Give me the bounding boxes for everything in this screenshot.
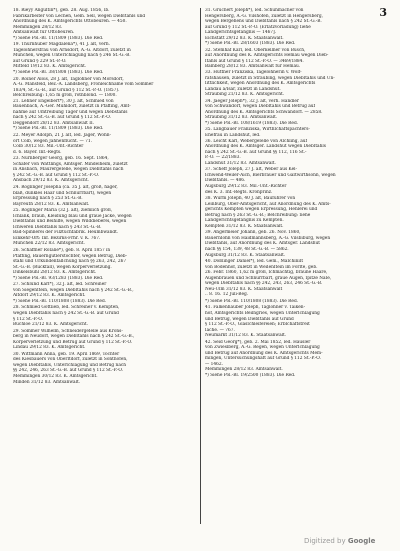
notice-line: berg in Neudorf, wegen Diebſtahls nach § 242 St.-G.-B., [13,334,135,340]
notice-line: Tagelöhnersfrau von Arnsdorf, A.-G. Altdorf, zuletzt in [13,47,131,53]
notice-line: Lindau 29/12 83. K. Amtsgericht. [13,345,86,351]
notice-entry [13,248,196,281]
notice-line: Schäfer von Wattlings, Amtsger. Mindelheim, zuletzt [13,161,128,167]
notice-line: Anordnung des K. Amtsgerichts Ottobeuren. — 450. [13,19,127,25]
notice-line: *) Siehe Pol.-Bl. 11/1809 (1883). Die Red. [13,35,104,41]
notice-line: Erpressung nach § 253 St.-G.-B. [13,196,83,202]
notice-line: ſache. — 767. [205,327,235,333]
notice-line: und Betrug auf Anordnung des K. Amtsgerichts Mem- [205,350,323,356]
notice-line: Fabrikarbeiter von Lechen, Gem. Sell, wegen Diebſtahls und [13,13,146,19]
notice-line: Straubing 31/12 83. Amtsanwalt. [205,115,278,121]
notice-line: *) Siehe Pol.-Bl. 93/1283 (1883). Die Red. [13,275,104,281]
notice-line: des Kiesbauers von Oberſtdorf, zuletzt in Sonthofen, [13,357,128,363]
left-column [13,8,196,386]
notice-line: Buchloe 21/12 83. K. Amtsgericht. [13,322,88,328]
notice-line: 26. Schaffner Roſalie*), geb. 8. April 1857 in [13,247,111,253]
notice-line: 24. Röglinger Josepha (ca. 35 J. alt, groß, hager, [13,184,118,190]
notice-line: *) Siehe Pol.-Bl. 108/1619 (1883). Die Red. [205,120,299,126]
notice-line: 27. Schlund Karl*), 32 J. alt, led. Schreiner [13,282,107,288]
notice-line: Amtsanwalt für Ottobeuren. [13,30,75,36]
notice-line: 23. Nürnberger Georg, geb. 16. Sept. 1864, [13,156,109,162]
notice-entry [205,8,388,47]
notice-line: 35. Langbauer Franziska, Wirthſchaftspächters- [205,127,310,133]
notice-line: von Siegenſtein, wegen Diebſtahls nach § 242 St.-G.-B., [13,287,134,293]
notice-line: Körperverletzung und Betrug auf Grund § 112 St.-P.-O. [13,339,133,345]
notice-entry [205,299,388,305]
notice-line: Kempten 31/12 83. K. Staatsanwalt. [205,223,284,229]
notice-line: 183/4, St.-G.-B., auf Grund § 112 St.-P.-O. (1857). [13,87,120,93]
notice-line: Memmingen 28/12 83. [13,24,63,30]
notice-line: Ansbach 29/12 83. K. Amtsgericht. [13,178,89,184]
notice-line: *) Siehe Pol.-Bl. 110/1808 (1883). Die Red. [13,298,107,304]
notice-entry [13,305,196,327]
notice-entry [205,259,388,298]
notice-line: Straubing 21/12 83. K. Amtsgericht. [205,92,285,98]
notice-line: § 112 St.-P.-O. [13,316,44,322]
notice-line: 39. Angermeier Johann, geb. 26. Nov. 1860, [205,230,301,236]
notice-line: St.-G.-B. (Rückfall), wegen Körperverletzung. [13,264,112,270]
notice-line: ſchwend-Weiler-Aich, Bierbrauer und Gaſtwirthsohn, wegen [205,172,336,178]
notice-line: Landshut 31/12 83. Amtsanwalt. [205,160,276,166]
notice-line: ſchweren Diebſtahls nach § 243 St.-G.-B. [13,224,102,230]
notice-line: *) Siehe Pol.-Bl. 11/1809 (1883). Die Red. [13,126,104,132]
notice-line: Neu-Ulm 31/12 83. K. Staatsanwalt [205,286,283,292]
notice-line: 33. Hüttner Franziska, Tagelöhnerin v. Wolf- [205,70,302,76]
notice-line: Eichstätt 29/12 83. K. Staatsanwalt. [205,35,284,41]
notice-line: von Bodenhof, zuletzt in Weiſenſtein im Forſte, geb. [205,264,318,270]
notice-line: hof, Amtsgerichts Beilngries, wegen Unterſchlagung [205,310,320,316]
notice-line: Bayreuth 28/12 83. K. Amtsanwalt. [13,201,90,207]
notice-line: § 112 St.-P.-O., Glasſchleifereien; Erbſchaftstreit [205,322,310,328]
notice-line: ſtahls auf Grund § 112 St.-P.-O. — 3469/1884. [205,58,304,64]
notice-line: 34. Jaeger Joſeph*), 32 J. alt, verh. Händler [205,98,299,104]
notice-line: Augsburg 31/12 83. K. Staatsanwalt. [205,252,286,258]
notice-line: Bauenbach, A.-Ger. Mühldorf, zuletzt in Pfaffing, Amt- [13,104,131,110]
notice-line: ſittlichkeit, wegen Anordnung des K. Amtsgerichts [205,81,316,87]
notice-line: Colb 30/12 83. Mil.-Unt.-Richter [13,144,84,150]
notice-line: nach § 242 St.-G.-B. auf Grund §§ 112, 116 St.- [205,149,307,155]
notice-line: 25. Röglinger Maria (32 J. alt), ziemlich groß, [13,208,113,214]
notice-line: 29. Sommer Wilhelm, Schneidergeſelle aus Krons- [13,328,123,334]
notice-line: 19. Thurnhuber Magdalena*), 41 J. alt, verh. [13,42,111,48]
notice-line: 22. Meyer Adolph, 21 J. alt, led. Jäger, Wohn- [13,133,111,139]
notice-line: nahme auf Umtreibung Täger und wegen Diebstahls [13,109,128,115]
notice-line: — 1462. [205,361,223,367]
notice-line: 41. Falkenhauber Joſeph, Taglöhner v. Taiken- [205,305,306,311]
notice-line: Landgerichtsgefängnis — 1467]. [205,30,277,36]
notice-line: Leinburg, Ober-Amtsgericht, auf Anordnung des K. Amts- [205,201,331,207]
notice-line: wegen Diebſtahls nach § 242 St.-G.-B. auf Grund [13,310,119,316]
notice-line: Anordnung des K. Amtsgerichts Schwandorf. — 2858. [205,109,323,115]
notice-line: Bad-Spinnerei der Filztuchfabrik. Heumbwandt. [13,230,119,236]
notice-line: mingen, Untersuchungshaft auf Grund § 112 St.-P.-O. [205,356,321,362]
notice-line: Altdorf 29/12 83. K. Amtsgericht. [13,293,86,299]
notice-line: 40. Doßlinger Daniel*), led. Gem., Maſchiniſt [205,259,304,265]
notice-line: Einkehr-Ort: Inf. Bezirks-Frhr. v. K. 767. [13,235,101,241]
page-number: 3 [379,6,387,19]
notice-line: 18. Rieyy Anguſtin*), geb. 28. Aug. 1856, lb. [13,8,110,13]
notice-entry [13,77,196,132]
notice-line: und Betrug, wegen Diebſtahls auf Grund [205,316,294,322]
notice-line: ort Colb, wegen Jahnenflucht. — 71. [13,138,93,144]
notice-line: 36. Leicht Karl, Webergeſelle von Aſchling, auf [205,138,308,144]
notice-line: *) Siehe Pol.-Bl. 110/1808 (1883). Die Red. [205,298,299,304]
notice-line: Memmingen 28/12 83. Amtsanwalt. [205,367,283,373]
notice-line: *) Siehe Pol.-Bl. 38/1808 (1883). Die Red. [13,70,104,76]
notice-line: Diebſtahls und Beihilfe, wegen Wilddieberei, wegen [13,219,127,225]
notice-line: d. 6. Bayer. Inf.-Regts. [13,149,62,155]
notice-line: 21. Lehner Engelbert*), 30 J. alt, Schmied von [13,98,114,104]
notice-line: Deggendorf 28/12 83. Amtsanwalt II. [13,120,95,126]
notice-line: wegen Bergehens und Diebſtahls nach § 242 St.-G.-B. [205,19,322,25]
notice-line: München, wegen Unterſchlagung nach § 246 St.-G.-B. [13,53,131,59]
notice-entry [13,42,196,75]
notice-line: Dinkelsbühl 28/12 83. K. Amtsgericht. [13,270,97,276]
notice-line: Betrug nach § 263 St.-G.-B.; Beſchreibung: ſiehe [205,212,311,218]
notice-line: wegen Diebſtahls, Unterſchlagung und Betrug nach [13,362,127,368]
notice-line: Pfaffing, Bauerngütlerstochter, wegen Betrug, Dieb- [13,253,128,259]
notice-line: Bauernſohn von Haidmannsberg, A.-G. Vilsbiburg, wegen [205,235,331,241]
notice-entry [205,196,388,229]
notice-line: auf Grund § 112 St.-P.-O. (Erſatzvorladung) ſiehe [205,24,311,30]
notice-line: Minden 31/12 83. Amtsanwalt. [13,379,81,385]
notice-line: Mitteld 19/12 83. K. Amtsgericht. [13,64,87,70]
notice-line: auf Grund § 229 St.-P.-O. [13,58,67,64]
notice-entry [13,329,196,351]
notice-line: 32. Stemhaf Karl, led. Oberkellner von Busch, [205,47,306,53]
notice-entry [13,133,196,155]
column-divider [200,8,201,524]
google-logo: Google [347,537,376,545]
notice-entry [205,167,388,195]
notice-line: von Schwandorf, wegen Diebſtahls und Betrug auf [205,104,316,110]
notice-entry [205,230,388,258]
notice-line: 37. Scheff Joſeph, 27 J. alt, Weber aus Kel- [205,167,298,173]
notice-line: §§ 242, 246, 263 St.-G.-B. auf Grund § 112 St.-P.-O. [13,368,124,374]
notice-line: 42. Seid Georg*), geb. 2. Mai 1852, led. Häusler [205,339,311,345]
notice-line: in Ansbach, Maurergeſelle, wegen Diebſtahls nach [13,167,124,173]
notice-line: Landau a/Isar, zuletzt in Landshut. [205,86,281,92]
notice-line: blaß, dunkles Haar und Schnurrbart), wegen [13,190,112,196]
notice-entry [13,185,196,207]
notice-line: ratshausen, zuletzt in Straubing, wegen Diebſtahls und Un- [205,75,335,81]
notice-line: des K. 3. Inf.-Regts. Kronprinz. [205,189,273,195]
notice-line: wegen Diebſtahls nach §§ 242, 243, 263, 246 St.-G.-B. [205,281,323,287]
notice-line: ſchlank, braun, Kleidung blau und graue Jacke, wegen [13,213,132,219]
notice-line: nach § 242 St.-G.-B. auf Grund § 112 St.-P.-O. [13,115,111,121]
footer-prefix: Digitized by [304,537,348,545]
notice-line: Augenbrauen und Schnurrbart, graue Augen, ſpitze Naſe, [205,275,332,281]
notice-line: Diebſtahls. — 486. [205,178,246,184]
notice-line: Augsburg 29/12 83. Mil.-Unt.-Richter [205,183,287,189]
notice-entry [13,8,196,41]
notice-line: München 22/12 83. Amtsgericht. [13,241,85,247]
notice-entry [205,305,388,338]
notice-line: A.-G. Mansfeld, Bez.-A. Landsberg, Fronleichname vom Sommer [13,82,154,88]
notice-line: 20. Roiner Alois, 28 J. alt, Taglöhner von Mörsdorf, [13,76,124,82]
notice-line: P.-O. — 22/1883. [205,155,241,161]
notice-line: *) Siehe Pol.-Bl. 28/1603 (1883). Die Red. [205,41,296,47]
right-column [205,8,388,380]
notice-line: § 242 St.-G.-B. auf Grund § 112 St.-P.-O. [13,172,100,178]
notice-line: 38. Wurm Joſeph, 40 J. alt, Bauführer von [205,196,296,202]
notice-entry [13,208,196,247]
notice-line: stahl und Urkundenfälſchung nach §§ 263, 242, 267 [13,259,127,265]
notice-line: gerichts Kempten wegen Erpressung, Hehlerei und [205,207,318,213]
notice-line: nach §§ 154, 139, 48 St.-G.-B. — 5862. [205,246,289,252]
notice-line: Neumarkt 31/12 83. K. Staatsanwalt. [205,333,287,339]
notice-entry [13,282,196,304]
notice-line: 28. Schmied Gottlieb, led. Schreiner v. Kempten, [13,305,120,311]
notice-line: 26. Febr. 1860, 1,62 m groß, ſchmächtig, braune Haare, [205,270,328,276]
notice-entry [13,352,196,385]
notice-line: Anordnung des K. Amtsger. Landshut wegen Diebſtahls [205,144,326,150]
notice-line: von Zwieslberg, A.-G. Regen, wegen Unterſchlagung [205,345,320,351]
notice-line: Hengersberg, A.-G. Vilshofen, zuletzt in Hengersberg, [205,13,323,19]
notice-entry [205,99,388,127]
notice-line: auf Anordnung des K. Amtsgerichts Hemau wegen Dieb- [205,53,329,59]
notice-line: Ehefrau in Landshut, led. [205,133,261,139]
notice-line: Landgerichtsgefängnis zu Kempten. [205,218,284,224]
notice-entry [205,340,388,379]
notice-line: 31. Gruchert Joſeph*), led. Schuhmacher von [205,8,304,13]
digitized-footer [304,537,375,545]
notice-line: Memmingen 30/12 83. K. Amtsgericht. [13,374,98,379]
notice-line: Beſchreibung: 1,65 m groß, rothblond. — 1800. [13,93,117,99]
notice-entry [205,127,388,166]
notice-line: 30. Wittmann Anna, geb. 19. April 1869, Tochter [13,351,120,357]
notice-line: .. 8. 16. 12 Juli-Beg. [205,292,249,298]
notice-line: Diebſtahls, auf Anordnung des K. Amtsger. Landshut [205,241,320,247]
notice-line: Bamberg 28/12 83. Amtsanwalt für Hemau. [205,64,301,70]
notice-entry [205,48,388,98]
notice-entry [13,156,196,184]
notice-line: *) Siehe Pol.-Bl. 19/2500 (1883). Die Red. [205,373,296,378]
